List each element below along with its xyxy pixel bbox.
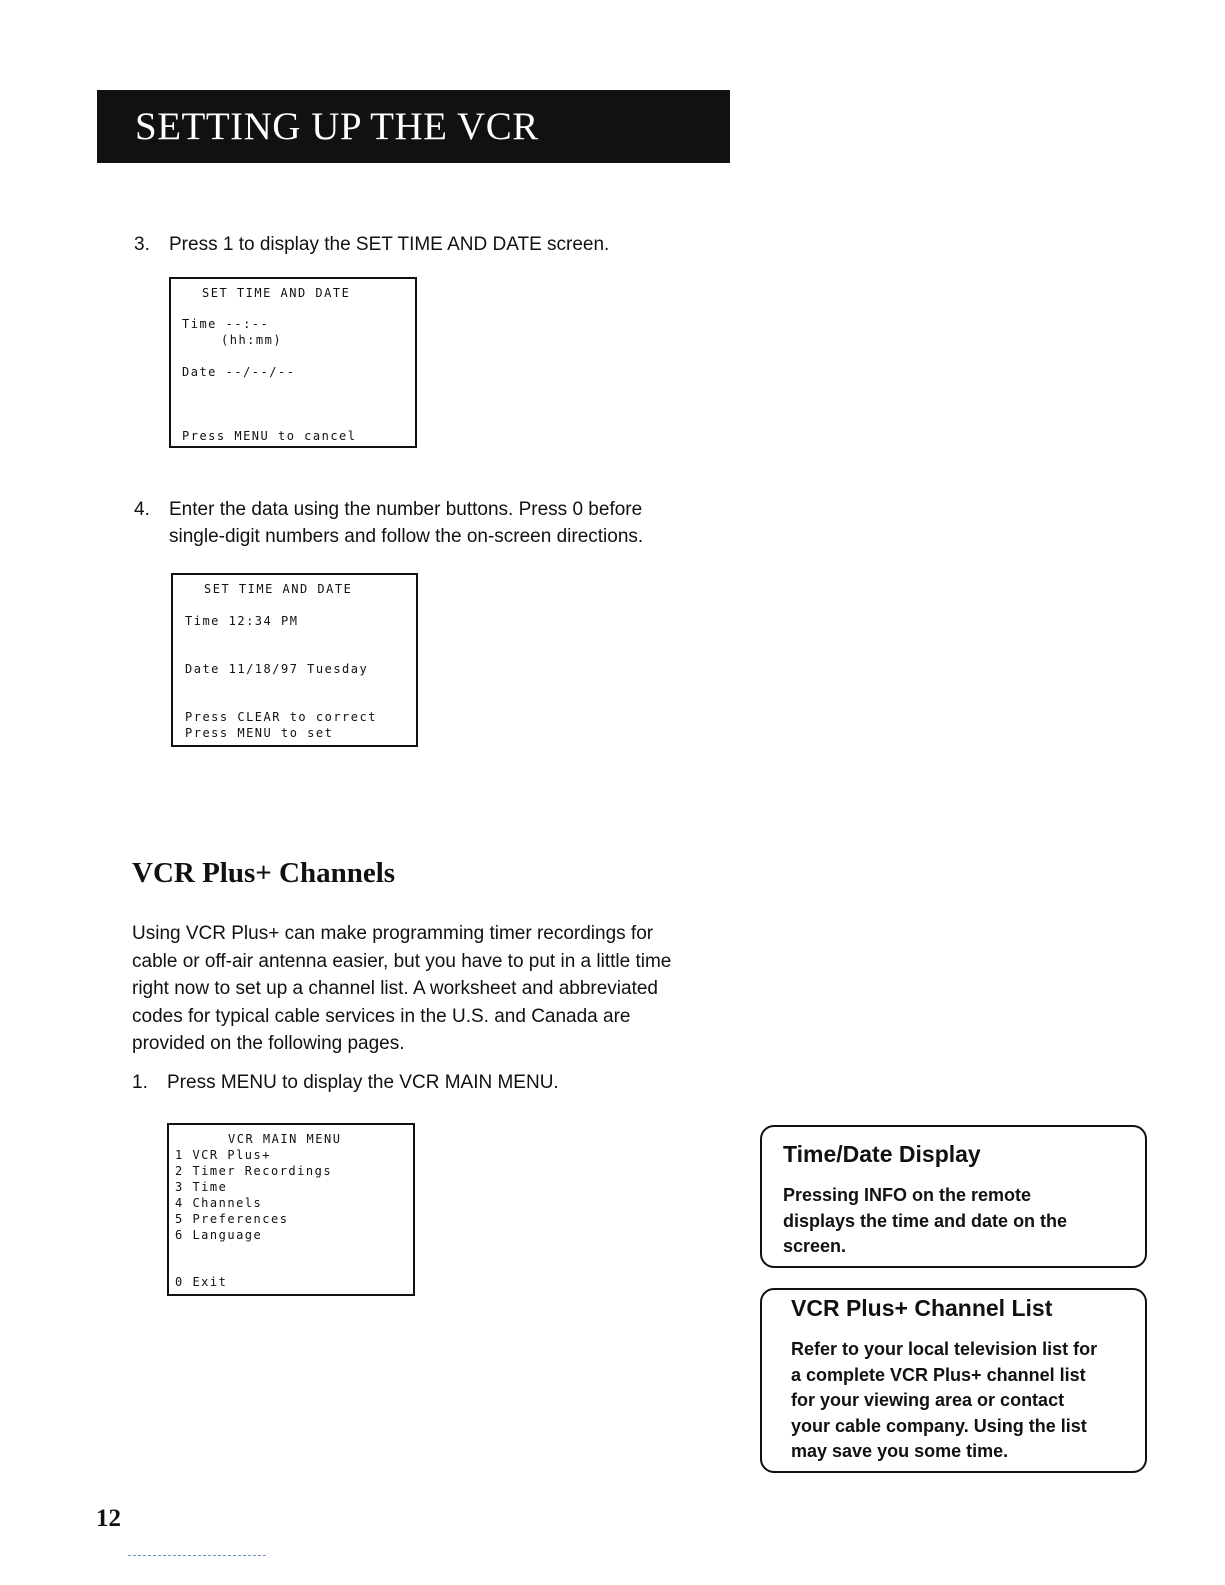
osd-time-line: Time --:--	[182, 317, 270, 331]
step-text-line-1: Enter the data using the number buttons. Press 0 before	[169, 499, 643, 520]
osd-footer-1: Press CLEAR to correct	[185, 710, 377, 724]
menu-item: 4 Channels	[175, 1196, 263, 1210]
tip-line: for your viewing area or contact	[791, 1390, 1065, 1410]
footer-rule	[128, 1555, 266, 1556]
paragraph-line: right now to set up a channel list. A worksheet and abbreviated	[132, 978, 658, 999]
osd-time-hint: (hh:mm)	[221, 333, 283, 347]
osd-footer-2: Press MENU to set	[185, 726, 334, 740]
tip-box-body	[791, 1337, 1097, 1465]
tip-box-time-date	[760, 1125, 1147, 1268]
page-heading: SETTING UP THE VCR	[135, 105, 539, 148]
osd-screen-main-menu	[167, 1123, 415, 1296]
page-number: 12	[96, 1505, 121, 1532]
tip-line: screen.	[783, 1236, 847, 1256]
tip-line: may save you some time.	[791, 1441, 1009, 1461]
paragraph-line: codes for typical cable services in the U.S. and Canada are	[132, 1005, 631, 1027]
step-number: 3.	[134, 234, 150, 255]
tip-box-body	[783, 1183, 1067, 1260]
step-text-line-2: single-digit numbers and follow the on-screen directions.	[169, 526, 644, 547]
osd-date-line: Date --/--/--	[182, 365, 296, 379]
tip-box-title: Time/Date Display	[783, 1141, 981, 1167]
osd-time-line: Time 12:34 PM	[185, 614, 299, 628]
osd-footer: Press MENU to cancel	[182, 429, 357, 443]
paragraph-line: provided on the following pages.	[132, 1033, 405, 1054]
osd-screen-set-time-empty	[169, 277, 417, 448]
intro-paragraph	[132, 920, 752, 1058]
menu-item: 1 VCR Plus+	[175, 1148, 271, 1162]
tip-line: Pressing INFO on the remote	[783, 1185, 1032, 1205]
menu-exit: 0 Exit	[175, 1275, 228, 1289]
tip-box-title: VCR Plus+ Channel List	[791, 1295, 1053, 1321]
menu-item: 3 Time	[175, 1180, 228, 1194]
paragraph-line: Using VCR Plus+ can make programming timer recordings for	[132, 923, 654, 944]
osd-date-line: Date 11/18/97 Tuesday	[185, 662, 369, 676]
osd-title: SET TIME AND DATE	[204, 582, 353, 596]
step-number: 4.	[134, 499, 150, 520]
tip-line: a complete VCR Plus+ channel list	[791, 1364, 1086, 1385]
menu-item: 6 Language	[175, 1228, 263, 1242]
osd-screen-set-time-filled	[171, 573, 418, 747]
menu-item: 2 Timer Recordings	[175, 1164, 333, 1178]
paragraph-line: cable or off-air antenna easier, but you have to put in a little time	[132, 950, 672, 972]
step-number: 1.	[132, 1072, 148, 1093]
section-header-bar	[97, 90, 730, 163]
tip-line: displays the time and date on the	[783, 1210, 1068, 1231]
tip-line: your cable company. Using the list	[791, 1415, 1087, 1436]
menu-item: 5 Preferences	[175, 1212, 289, 1226]
section-title: VCR Plus+ Channels	[132, 857, 396, 889]
osd-title: SET TIME AND DATE	[202, 286, 351, 300]
osd-title: VCR MAIN MENU	[228, 1132, 342, 1146]
step-text: Press 1 to display the SET TIME AND DATE screen.	[169, 234, 610, 255]
tip-box-channel-list	[760, 1288, 1147, 1473]
tip-line: Refer to your local television list for	[791, 1339, 1098, 1359]
step-text: Press MENU to display the VCR MAIN MENU.	[167, 1072, 559, 1093]
